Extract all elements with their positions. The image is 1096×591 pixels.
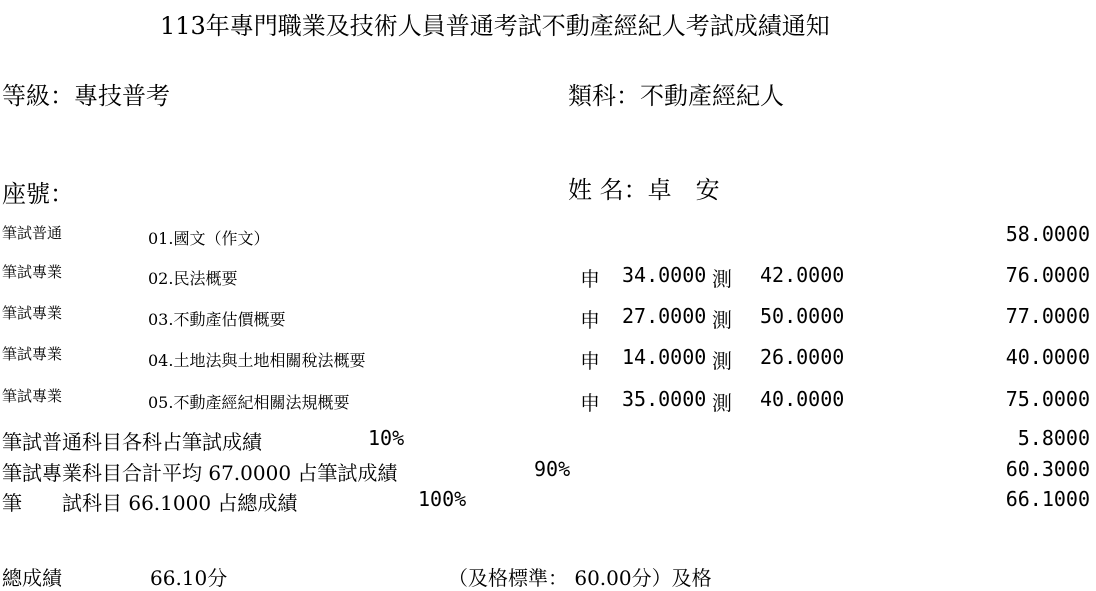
essay-marker: 申 bbox=[580, 391, 600, 415]
exam-category: 類科：不動產經紀人 bbox=[568, 82, 784, 110]
subject-name: 03.不動產估價概要 bbox=[148, 310, 286, 329]
essay-score: 34.0000 bbox=[622, 263, 707, 287]
test-marker: 測 bbox=[712, 308, 732, 332]
test-marker: 測 bbox=[712, 349, 732, 373]
summary-value: 60.3000 bbox=[1005, 457, 1090, 481]
essay-score: 35.0000 bbox=[622, 387, 707, 411]
subject-name: 02.民法概要 bbox=[148, 269, 238, 288]
total-score-label: 總成績 bbox=[2, 566, 62, 590]
subject-name: 05.不動產經紀相關法規概要 bbox=[148, 393, 350, 412]
summary-label: 筆試專業科目合計平均 67.0000 占筆試成績 bbox=[2, 461, 398, 485]
page-title: 113年專門職業及技術人員普通考試不動產經紀人考試成績通知 bbox=[160, 12, 830, 40]
subject-category: 筆試專業 bbox=[2, 387, 63, 405]
test-score: 50.0000 bbox=[760, 304, 845, 328]
pass-standard: （及格標準： 60.00分）及格 bbox=[448, 566, 712, 590]
subject-total: 77.0000 bbox=[1005, 304, 1090, 328]
summary-label: 筆試普通科目各科占筆試成績 bbox=[2, 430, 262, 454]
summary-value: 66.1000 bbox=[1005, 487, 1090, 511]
summary-label: 筆 試科目 66.1000 占總成績 bbox=[2, 491, 298, 515]
essay-score: 14.0000 bbox=[622, 345, 707, 369]
summary-percent: 10% bbox=[368, 426, 405, 450]
subject-category: 筆試專業 bbox=[2, 263, 63, 281]
test-score: 42.0000 bbox=[760, 263, 845, 287]
subject-name: 01.國文（作文） bbox=[148, 229, 270, 248]
subject-category: 筆試專業 bbox=[2, 345, 63, 363]
exam-level: 等級：專技普考 bbox=[2, 82, 170, 110]
subject-category: 筆試專業 bbox=[2, 304, 63, 322]
essay-score: 27.0000 bbox=[622, 304, 707, 328]
summary-percent: 90% bbox=[534, 457, 571, 481]
essay-marker: 申 bbox=[580, 349, 600, 373]
subject-total: 40.0000 bbox=[1005, 345, 1090, 369]
subject-total: 75.0000 bbox=[1005, 387, 1090, 411]
test-score: 26.0000 bbox=[760, 345, 845, 369]
subject-category: 筆試普通 bbox=[2, 224, 63, 242]
subject-total: 58.0000 bbox=[1005, 222, 1090, 246]
subject-name: 04.土地法與土地相關稅法概要 bbox=[148, 351, 366, 370]
summary-percent: 100% bbox=[418, 487, 467, 511]
essay-marker: 申 bbox=[580, 308, 600, 332]
essay-marker: 申 bbox=[580, 267, 600, 291]
summary-value: 5.8000 bbox=[1017, 426, 1090, 450]
seat-number: 座號： bbox=[2, 180, 74, 208]
test-marker: 測 bbox=[712, 267, 732, 291]
subject-total: 76.0000 bbox=[1005, 263, 1090, 287]
test-score: 40.0000 bbox=[760, 387, 845, 411]
test-marker: 測 bbox=[712, 391, 732, 415]
total-score-value: 66.10分 bbox=[150, 566, 228, 590]
candidate-name: 姓 名：卓 安 bbox=[568, 176, 720, 204]
